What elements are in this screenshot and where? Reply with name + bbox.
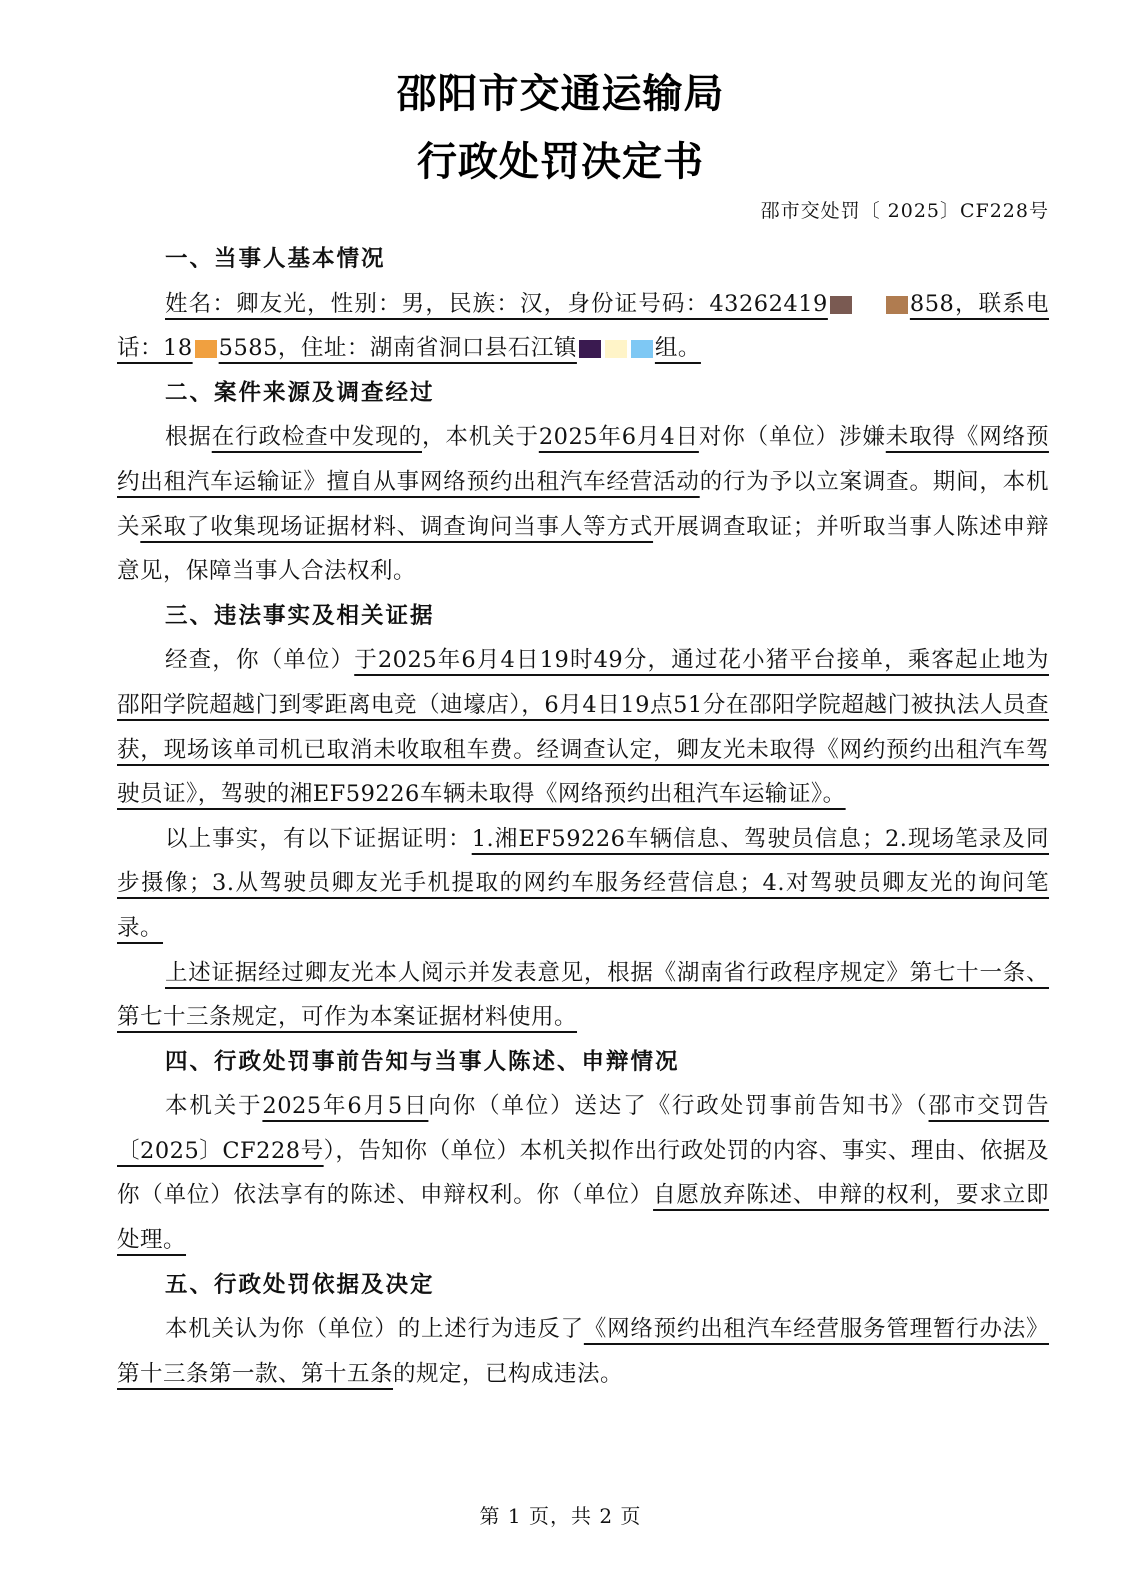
- document-type-title: 行政处罚决定书: [417, 138, 704, 185]
- party-info-text-3: 5585，住址：湖南省洞口县石江镇: [218, 335, 577, 362]
- redaction-mark: [605, 340, 627, 358]
- notice-date: 2025年6月5日: [262, 1093, 429, 1120]
- notice-document-number: 邵市交罚告〔2025〕CF228号: [117, 1093, 1049, 1164]
- issuing-authority-title: 邵阳市交通运输局: [396, 70, 725, 117]
- case-source-paragraph: [117, 415, 1049, 593]
- evidence-paragraph: [117, 817, 1049, 951]
- redaction-mark: [579, 340, 601, 358]
- facts-detail: 于2025年6月4日19时49分，通过花小猪平台接单，乘客起止地为邵阳学院超越门到零距离电竞（迪壕店），6月4日19点51分在邵阳学院超越门被执法人员查获，现场该单司机已取消未收取租车费。经调查认定，卿友光未取得《网约预约出租汽车驾驶员证》，驾驶的湘EF59226车辆未取得《网络预约出租汽车运输证》。: [117, 647, 1049, 808]
- party-info-text-2: 858，联系电话：18: [117, 290, 1049, 362]
- case-source-text: 根据: [165, 424, 212, 451]
- suspected-violation: 未取得《网络预约出租汽车运输证》擅自从事网络预约出租汽车经营活动: [117, 424, 1049, 495]
- party-info-text-4: 组。: [654, 335, 701, 362]
- section-heading-violation-facts: 三、违法事实及相关证据: [165, 602, 435, 629]
- redaction-mark: [830, 296, 852, 314]
- case-source-text: 的行为予以立案调查。期间，本机关: [117, 468, 1049, 540]
- section-heading-party-info: 一、当事人基本情况: [165, 246, 386, 272]
- page-number: 第 1 页，共 2 页: [479, 1504, 642, 1528]
- section-heading-penalty-basis: 五、行政处罚依据及决定: [165, 1271, 435, 1298]
- redaction-mark: [195, 340, 217, 358]
- evidence-intro: 以上事实，有以下证据证明：: [165, 825, 472, 852]
- case-source-text: 对你（单位）涉嫌: [698, 424, 886, 451]
- document-number: 邵市交处罚〔 2025〕CF228号: [760, 200, 1049, 222]
- case-source-text: ，本机关于: [422, 424, 539, 451]
- party-info-text-1: 姓名：卿友光，性别：男，民族：汉，身份证号码：43262419: [165, 290, 828, 317]
- evidence-validation: 上述证据经过卿友光本人阅示并发表意见，根据《湖南省行政程序规定》第七十一条、第七十三条规定，可作为本案证据材料使用。: [117, 959, 1049, 1031]
- facts-text: 经查，你（单位）: [165, 647, 355, 674]
- redaction-mark: [631, 340, 653, 358]
- notice-text: 向你（单位）送达了《行政处罚事前告知书》（: [428, 1093, 929, 1120]
- section-heading-case-source: 二、案件来源及调查经过: [165, 379, 435, 406]
- basis-text: 本机关认为你（单位）的上述行为违反了: [165, 1316, 584, 1343]
- evidence-validation-paragraph: [117, 951, 1049, 1040]
- section-heading-prior-notice: 四、行政处罚事前告知与当事人陈述、申辩情况: [165, 1048, 680, 1075]
- case-source-origin: 在行政检查中发现的: [211, 424, 422, 451]
- investigation-methods: 采取了收集现场证据材料、调查询问当事人等方式: [140, 513, 654, 540]
- notice-text: 本机关于: [165, 1093, 263, 1120]
- basis-text: 的规定，已构成违法。: [393, 1360, 624, 1387]
- redaction-mark: [886, 296, 908, 314]
- penalty-basis-paragraph: [117, 1307, 1049, 1396]
- document-body: [117, 237, 1049, 1396]
- violation-facts-paragraph: [117, 638, 1049, 816]
- prior-notice-paragraph: [117, 1084, 1049, 1262]
- evidence-list: 1.湘EF59226车辆信息、驾驶员信息；2.现场笔录及同步摄像；3.从驾驶员卿友光手机提取的网约车服务经营信息；4.对驾驶员卿友光的询问笔录。: [117, 825, 1049, 941]
- notice-text: ），告知你（单位）本机关拟作出行政处罚的内容、事实、理由、依据及你（单位）依法享有的陈述、申辩权利。你（单位）: [117, 1137, 1049, 1209]
- case-source-text: 开展调查取证；并听取当事人陈述申辩意见，保障当事人合法权利。: [117, 513, 1049, 585]
- case-filing-date: 2025年6月4日: [538, 424, 699, 451]
- party-response: 自愿放弃陈述、申辩的权利，要求立即处理。: [117, 1182, 1049, 1254]
- legal-basis: 《网络预约出租汽车经营服务管理暂行办法》第十三条第一款、第十五条: [117, 1316, 1049, 1387]
- party-info-paragraph: [117, 282, 1049, 371]
